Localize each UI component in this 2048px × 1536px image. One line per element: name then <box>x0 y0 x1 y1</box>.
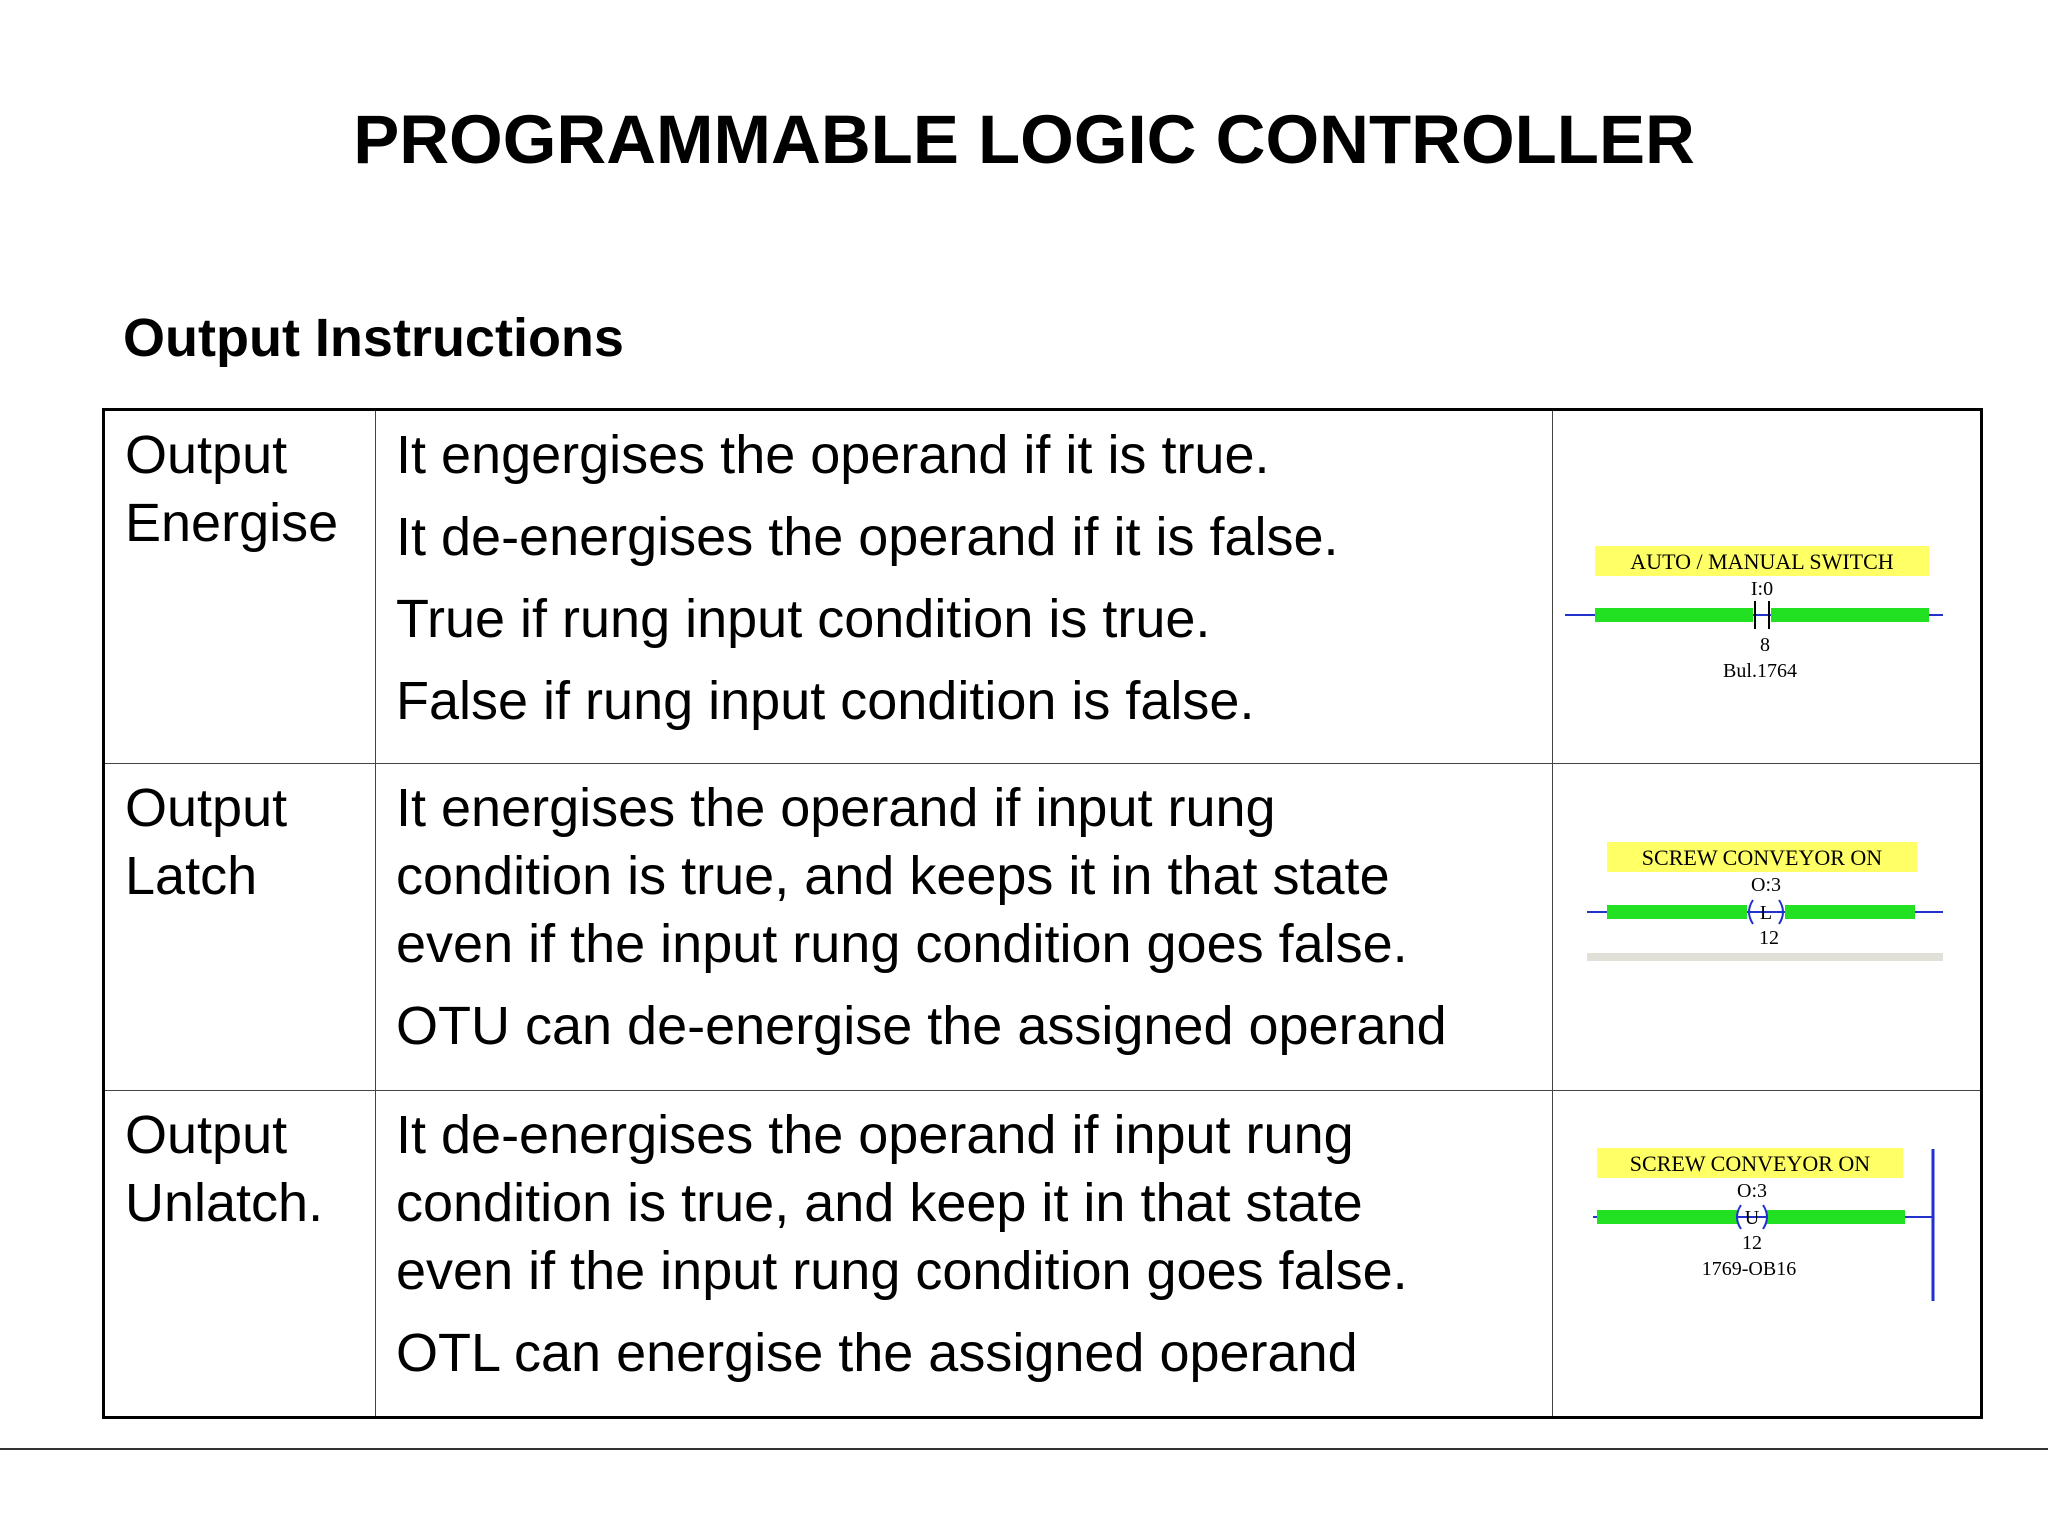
instruction-name-cell <box>104 410 376 764</box>
rung-label: SCREW CONVEYOR ON <box>1629 1151 1871 1176</box>
page-title: PROGRAMMABLE LOGIC CONTROLLER <box>353 101 1695 178</box>
rung-bar-left <box>1595 608 1753 622</box>
description-line: even if the input rung condition goes false. <box>396 1241 1408 1301</box>
rung-module: Bul.1764 <box>1723 660 1797 682</box>
rung-bit: 8 <box>1760 634 1770 656</box>
rung-bar-right <box>1767 1210 1905 1224</box>
ladder-diagram-cell <box>1553 1091 1982 1418</box>
coil-symbol: U <box>1744 1207 1760 1229</box>
description-line: False if rung input condition is false. <box>396 671 1255 731</box>
description-line: True if rung input condition is true. <box>396 589 1211 649</box>
ladder-diagram-cell <box>1553 764 1982 1091</box>
energise-rung-diagram <box>1553 411 1982 747</box>
description-line: It de-energises the operand if it is false. <box>396 507 1339 567</box>
rung-label: AUTO / MANUAL SWITCH <box>1630 549 1894 574</box>
instruction-description-cell <box>376 410 1553 764</box>
latch-rung-diagram <box>1553 764 1982 1074</box>
rung-separator <box>1587 953 1943 961</box>
rung-label: SCREW CONVEYOR ON <box>1641 845 1883 870</box>
description-line: It de-energises the operand if input rung <box>396 1105 1354 1165</box>
rung-address: O:3 <box>1737 1180 1767 1202</box>
description-line: It energises the operand if input rung <box>396 778 1276 838</box>
instruction-name-line: Output <box>125 1105 288 1165</box>
description-line: It engergises the operand if it is true. <box>396 425 1270 485</box>
instruction-name-line: Unlatch. <box>125 1173 324 1233</box>
unlatch-rung-diagram <box>1553 1091 1982 1400</box>
instruction-name-cell <box>104 1091 376 1418</box>
instructions-table <box>102 408 1983 1419</box>
rung-address: I:0 <box>1750 578 1774 600</box>
table-row <box>104 764 1982 1091</box>
description-line: even if the input rung condition goes false. <box>396 914 1408 974</box>
rung-module: 1769-OB16 <box>1701 1258 1797 1280</box>
table-row <box>104 410 1982 764</box>
rung-bit: 12 <box>1759 927 1779 949</box>
instruction-name-line: Latch <box>125 846 258 906</box>
description-line: condition is true, and keeps it in that state <box>396 846 1390 906</box>
instruction-name-line: Output <box>125 425 288 485</box>
rung-address: O:3 <box>1751 874 1781 896</box>
table-row <box>104 1091 1982 1418</box>
instruction-description-cell <box>376 764 1553 1091</box>
instruction-name-line: Energise <box>125 493 339 553</box>
instruction-name-cell <box>104 764 376 1091</box>
description-line: OTU can de-energise the assigned operand <box>396 996 1447 1056</box>
rung-bar-right <box>1785 905 1915 919</box>
instruction-description-cell <box>376 1091 1553 1418</box>
description-line: condition is true, and keep it in that state <box>396 1173 1363 1233</box>
ladder-diagram-cell <box>1553 410 1982 764</box>
rung-bar-left <box>1607 905 1747 919</box>
rung-bar-right <box>1771 608 1929 622</box>
footer-rule <box>0 1448 2048 1450</box>
rung-bar-left <box>1597 1210 1737 1224</box>
instruction-name-line: Output <box>125 778 288 838</box>
coil-symbol: L <box>1759 902 1773 924</box>
section-heading: Output Instructions <box>123 308 624 368</box>
rung-bit: 12 <box>1742 1232 1762 1254</box>
description-line: OTL can energise the assigned operand <box>396 1323 1358 1383</box>
